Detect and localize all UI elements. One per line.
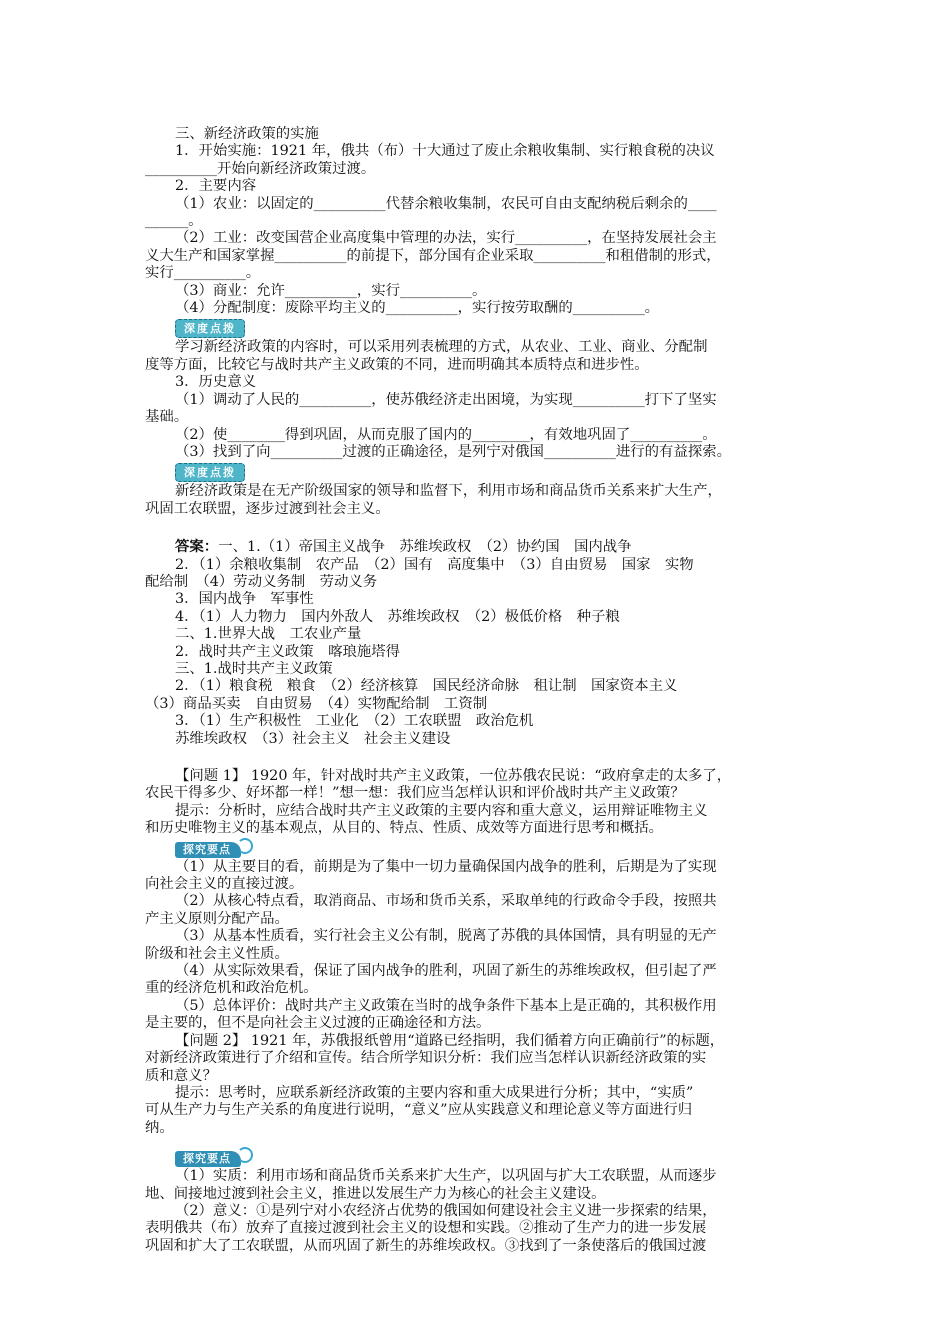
point-text: （5）总体评价：战时共产主义政策在当时的战争条件下基本上是正确的，其积极作用 — [175, 997, 717, 1014]
hint-text: 可从生产力与生产关系的角度进行说明，“意义”应从实践意义和理论意义等方面进行归 — [145, 1102, 693, 1119]
document-page — [145, 126, 813, 1255]
tip-text: 度等方面，比较它与战时共产主义政策的不同，进而明确其本质特点和进步性。 — [145, 356, 649, 373]
text-line: 2．主要内容 — [175, 178, 257, 195]
point-text: （3）从基本性质看，实行社会主义公有制，脱离了苏俄的具体国情，具有明显的无产 — [175, 928, 717, 945]
hint-text: 提示：思考时，应联系新经济政策的主要内容和重大成果进行分析；其中，“实质” — [175, 1084, 694, 1101]
question-2: 对新经济政策进行了介绍和宣传。结合所学知识分析：我们应当怎样认识新经济政策的实 — [145, 1050, 707, 1067]
text-line: 3．历史意义 — [175, 374, 257, 391]
answer-line: （3）商品买卖 自由贸易 （4）实物配给制 工资制 — [145, 695, 488, 712]
explore-points-badge: 探究要点 — [175, 842, 241, 858]
text-line: （1）农业：以固定的__________代替余粮收集制，农民可自由支配纳税后剩余的____ — [175, 195, 717, 212]
answer-line: 4．（1）人力物力 国内外敌人 苏维埃政权 （2）极低价格 种子粮 — [175, 608, 620, 625]
point-text: 巩固和扩大了工农联盟，从而巩固了新生的苏维埃政权。③找到了一条使落后的俄国过渡 — [145, 1237, 707, 1254]
point-text: （1）从主要目的看，前期是为了集中一切力量确保国内战争的胜利，后期是为了实现 — [175, 858, 717, 875]
hint-text: 纳。 — [145, 1119, 174, 1136]
answer-line: 2．战时共产主义政策 喀琅施塔得 — [175, 643, 401, 660]
text-line: 1．开始实施：1921 年，俄共（布）十大通过了废止余粮收集制、实行粮食税的决议 — [175, 143, 715, 160]
answer-line: 配给制 （4）劳动义务制 劳动义务 — [145, 573, 378, 590]
point-text: （4）从实际效果看，保证了国内战争的胜利，巩固了新生的苏维埃政权，但引起了严 — [175, 963, 717, 980]
text-line: （2）工业：改变国营企业高度集中管理的办法，实行__________，在坚持发展社会主 — [175, 230, 717, 247]
answer-line: 3．国内战争 军事性 — [175, 591, 314, 608]
question-1: 农民干得多少、好坏都一样！”想一想：我们应当怎样认识和评价战时共产主义政策？ — [145, 785, 685, 802]
answer-line: 2．（1）粮食税 粮食 （2）经济核算 国民经济命脉 租让制 国家资本主义 — [175, 678, 678, 695]
answer-line: 3．（1）生产积极性 工业化 （2）工农联盟 政治危机 — [175, 713, 534, 730]
text-line: （3）找到了向__________过渡的正确途径，是列宁对俄国__________进行的有益探索。 — [175, 443, 732, 460]
text-line: __________开始向新经济政策过渡。 — [145, 160, 376, 177]
text-line: 义大生产和国家掌握__________的前提下，部分国有企业采取__________和租借制的形式， — [145, 247, 721, 264]
point-text: 阶级和社会主义性质。 — [145, 945, 289, 962]
tip-text: 学习新经济政策的内容时，可以采用列表梳理的方式，从农业、工业、商业、分配制 — [175, 339, 708, 356]
point-text: （2）从核心特点看，取消商品、市场和货币关系，采取单纯的行政命令手段，按照共 — [175, 893, 717, 910]
tip-text: 巩固工农联盟，逐步过渡到社会主义。 — [145, 500, 390, 517]
answer-line: 2．（1）余粮收集制 农产品 （2）国有 高度集中 （3）自由贸易 国家 实物 — [175, 556, 694, 573]
text-line: （1）调动了人民的__________，使苏俄经济走出困境，为实现__________打下了坚实 — [175, 391, 717, 408]
answer-line: 答案：一、1.（1）帝国主义战争 苏维埃政权 （2）协约国 国内战争 — [175, 538, 632, 556]
text-line: （2）使________得到巩固，从而克服了国内的________，有效地巩固了__________。 — [175, 426, 717, 443]
answer-label: 答案： — [175, 538, 219, 556]
depth-tip-badge: 深度点拨 — [175, 463, 245, 482]
tip-text: 新经济政策是在无产阶级国家的领导和监督下，利用市场和商品货币关系来扩大生产， — [175, 483, 722, 500]
hint-text: 和历史唯物主义的基本观点，从目的、特点、性质、成效等方面进行思考和概括。 — [145, 820, 664, 837]
point-text: （2）意义：①是列宁对小农经济占优势的俄国如何建设社会主义进一步探索的结果， — [175, 1202, 717, 1219]
question-1: 【问题 1】 1920 年，针对战时共产主义政策，一位苏俄农民说：“政府拿走的太多了， — [175, 768, 732, 784]
section-heading: 三、新经济政策的实施 — [175, 126, 319, 142]
swirl-icon — [237, 1147, 253, 1163]
point-text: 地、间接地过渡到社会主义，推进以发展生产力为核心的社会主义建设。 — [145, 1185, 606, 1202]
question-2: 质和意义？ — [145, 1067, 217, 1084]
swirl-icon — [237, 838, 253, 854]
text-line: 实行__________。 — [145, 265, 261, 282]
point-text: （1）实质：利用市场和商品货币关系来扩大生产，以巩固与扩大工农联盟，从而逐步 — [175, 1168, 717, 1185]
question-2: 【问题 2】 1921 年，苏俄报纸曾用“道路已经指明，我们循着方向正确前行”的标题， — [175, 1032, 725, 1049]
point-text: 重的经济危机和政治危机。 — [145, 980, 318, 997]
text-line: ______。 — [145, 213, 203, 230]
explore-points-badge: 探究要点 — [175, 1151, 241, 1167]
point-text: 表明俄共（布）放弃了直接过渡到社会主义的设想和实践。②推动了生产力的进一步发展 — [145, 1220, 707, 1237]
text-line: 基础。 — [145, 409, 189, 426]
text-line: （3）商业：允许__________，实行__________。 — [175, 282, 487, 299]
point-text: 产主义原则分配产品。 — [145, 910, 289, 927]
depth-tip-badge: 深度点拨 — [175, 319, 245, 338]
hint-text: 提示：分析时，应结合战时共产主义政策的主要内容和重大意义，运用辩证唯物主义 — [175, 802, 708, 819]
text-line: （4）分配制度：废除平均主义的__________，实行按劳取酬的__________。 — [175, 300, 660, 317]
point-text: 是主要的，但不是向社会主义过渡的正确途径和方法。 — [145, 1015, 491, 1032]
answer-line: 三、1.战时共产主义政策 — [175, 660, 333, 677]
answer-line: 二、1.世界大战 工农业产量 — [175, 626, 362, 643]
point-text: 向社会主义的直接过渡。 — [145, 876, 304, 893]
answer-line: 苏维埃政权 （3）社会主义 社会主义建设 — [175, 730, 451, 747]
